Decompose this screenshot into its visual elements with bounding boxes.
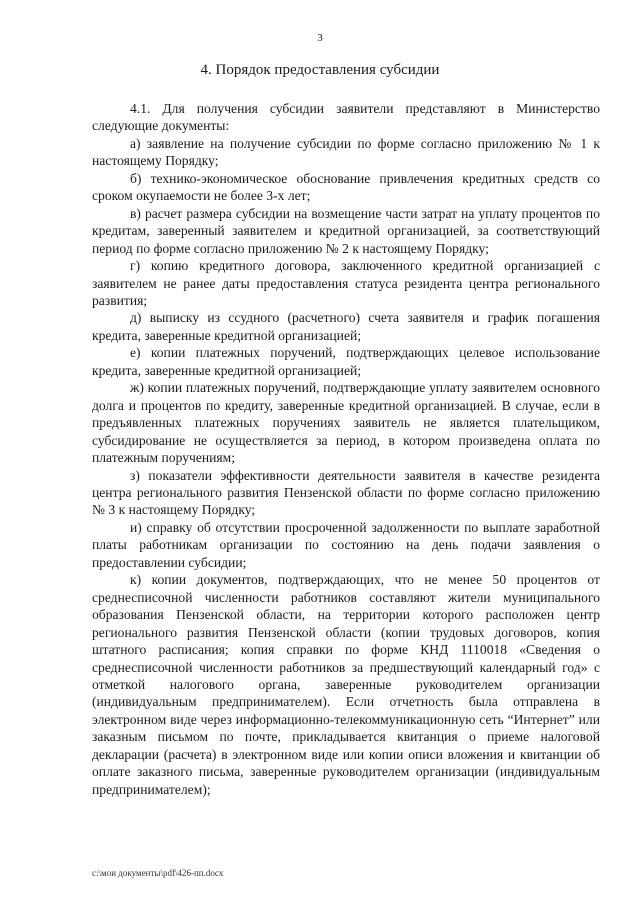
- item-g: г) копию кредитного договора, заключенного кредитной организацией с заявителем не ранее даты предоставления статуса резидента центра регионального развития;: [92, 258, 600, 308]
- item-z: з) показатели эффективности деятельности заявителя в качестве резидента центра регионального развития Пензенской области по форме согласно приложению № 3 к настоящему Порядку;: [92, 467, 600, 518]
- paragraph-4-1: 4.1. Для получения субсидии заявители представляют в Министерство следующие документы:: [92, 101, 600, 134]
- item-k: к) копии документов, подтверждающих, что не менее 50 процентов от среднесписочной численности работников составляют жители муниципального образования Пензенской области, на территории которого расположен центр регионального развития Пензенской области (копии трудовых договоров, копия штатного расписания; копия справки по форме КНД 1110018 «Сведения о среднесписочной численности работников за предшествующий календарный год» с отметкой налогового органа, заверенные руководителем организации (индивидуальным предпринимателем). Если отчетность была отправлена в электронном виде через информационно-телекоммуникационную сеть “Интернет” или заказным письмом по почте, прикладывается квитанция о приеме налоговой декларации (расчета) в электронном виде или копии описи вложения и квитанции об оплате заказного письма, заверенные руководителем организации (индивидуальным предпринимателем);: [92, 572, 600, 797]
- item-d: д) выписку из ссудного (расчетного) счета заявителя и график погашения кредита, заверенные кредитной организацией;: [92, 310, 600, 343]
- item-v: в) расчет размера субсидии на возмещение части затрат на уплату процентов по кредитам, заверенный заявителем и кредитной организацией, за соответствующий период по форме согласно приложению № 2 к настоящему Порядку;: [92, 205, 600, 256]
- page-number: 3: [317, 32, 323, 44]
- item-b: б) технико-экономическое обоснование привлечения кредитных средств со сроком окупаемости не более 3-х лет;: [92, 170, 600, 204]
- item-zh: ж) копии платежных поручений, подтверждающие уплату заявителем основного долга и процентов по кредиту, заверенные кредитной организацией. В случае, если в предъявленных платежных поручениях заявитель не является плательщиком, субсидирование не осуществляется за период, в котором произведена оплата по платежным поручениям;: [92, 380, 600, 466]
- section-heading: 4. Порядок предоставления субсидии: [200, 62, 440, 78]
- item-a: а) заявление на получение субсидии по форме согласно приложению № 1 к настоящему Порядку;: [92, 135, 600, 169]
- footer-file-path: c:\мои документы\pdf\426-пп.docx: [92, 868, 224, 878]
- document-body: [92, 100, 600, 798]
- item-i: и) справку об отсутствии просроченной задолженности по выплате заработной платы работникам организации по состоянию на день подачи заявления о предоставлении субсидии;: [92, 519, 600, 570]
- item-e: е) копии платежных поручений, подтверждающих целевое использование кредита, заверенные кредитной организацией;: [92, 345, 600, 378]
